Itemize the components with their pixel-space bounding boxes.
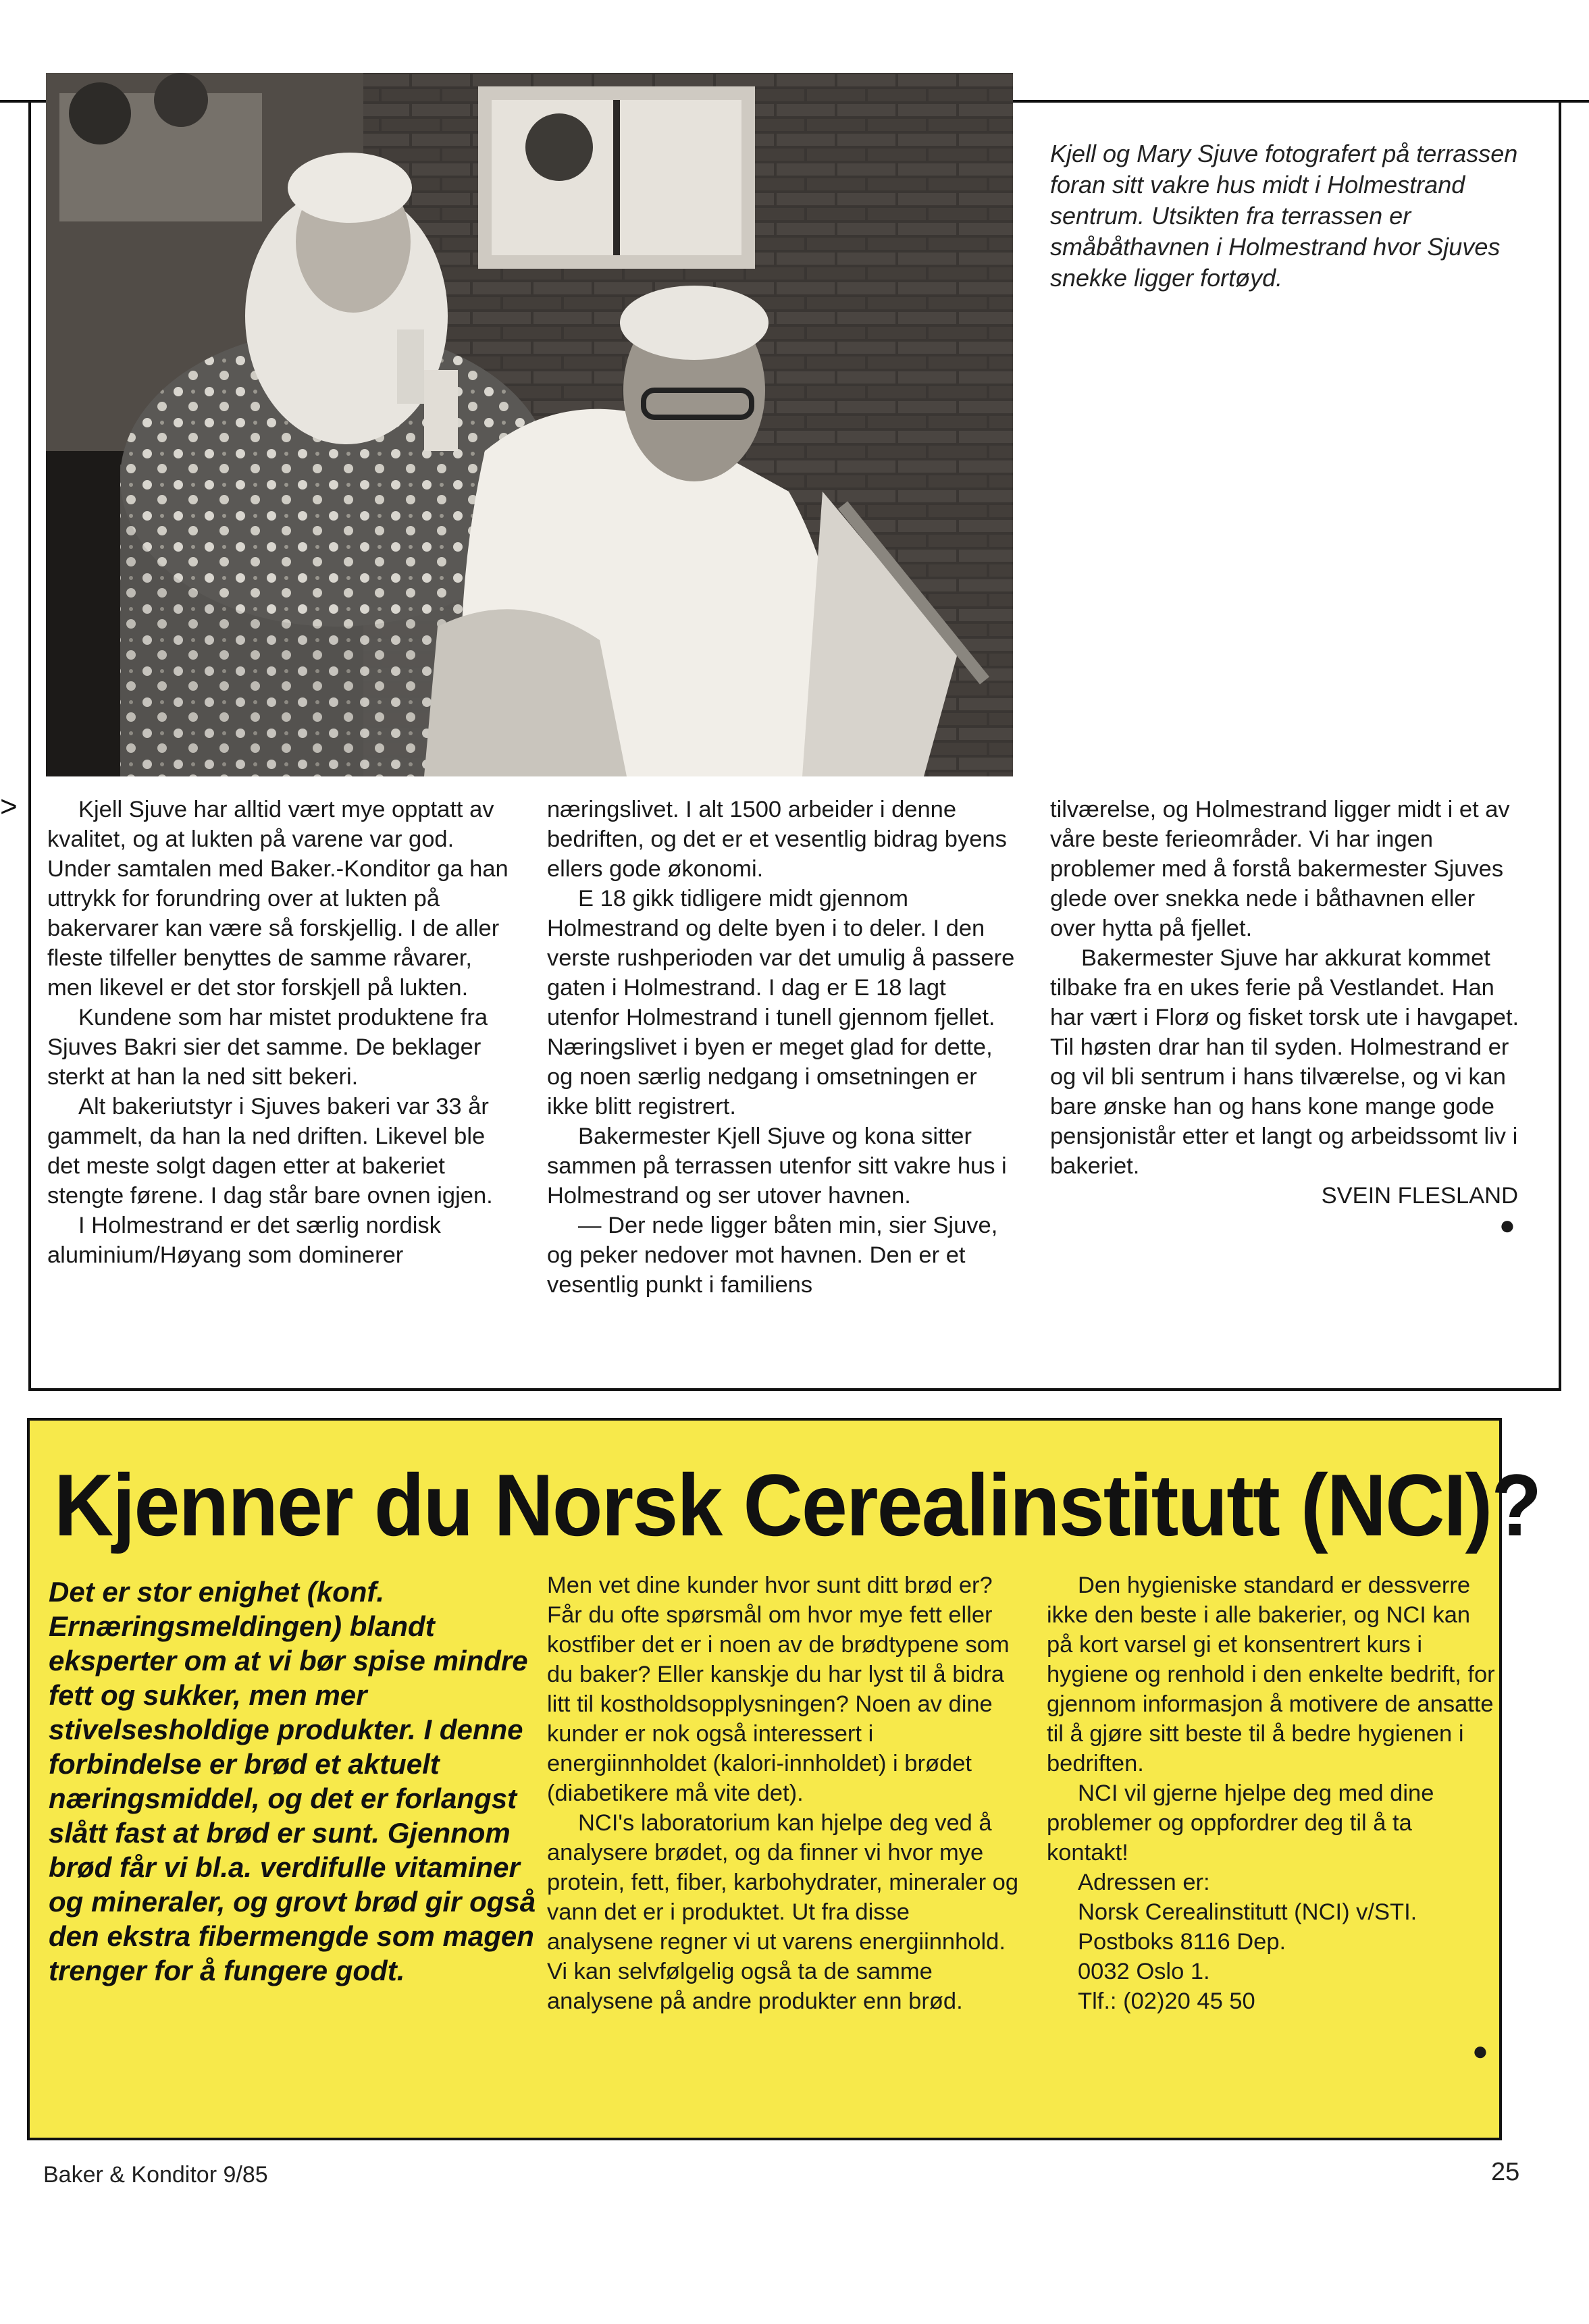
nci-address-line: Tlf.: (02)20 45 50 xyxy=(1078,1988,1255,2014)
article-end-mark: ● xyxy=(1499,1211,1515,1240)
nci-lead-paragraph: Det er stor enighet (konf. Ernæringsmeldingen) blandt eksperter om at vi bør spise mindre fett og sukker, men mer stivelsesholdige produkter. I denne forbindelse er brød et aktuelt næringsmiddel, og det er forlangst slått fast at brød er sunt. Gjennom brød får vi bl.a. verdifulle vitaminer og mineraler, og grovt brød gir også den ekstra fibermengde som magen trenger for å fungere godt. xyxy=(49,1576,536,1986)
article-paragraph: Alt bakeriutstyr i Sjuves bakeri var 33 år gammelt, da han la ned driften. Likevel ble det meste solgt dagen etter at bakeriet stengte førene. I dag står bare ovnen igjen. xyxy=(47,1094,493,1209)
nci-paragraph: NCI's laboratorium kan hjelpe deg ved å analysere brødet, og da finner vi hvor mye protein, fett, fiber, karbohydrater, mineraler og vann det er i produktet. Ut fra disse analysene regner vi ut varens energiinnhold. Vi kan selvfølgelig også ta de samme analysene på andre produkter enn brød. xyxy=(547,1810,1019,2014)
photo-couple-on-terrace xyxy=(46,73,1013,776)
story-frame-bottom xyxy=(28,1388,1561,1391)
nci-end-mark: ● xyxy=(1471,2036,1488,2066)
nci-address-line: Norsk Cerealinstitutt (NCI) v/STI. xyxy=(1078,1899,1417,1925)
nci-column-3 xyxy=(1047,1570,1499,2066)
article-column-1 xyxy=(47,795,520,1270)
article-column-3 xyxy=(1050,795,1526,1240)
footer-publication: Baker & Konditor 9/85 xyxy=(43,2162,268,2188)
nci-advertisement-box xyxy=(27,1418,1541,2140)
nci-paragraph: NCI vil gjerne hjelpe deg med dine problemer og oppfordrer deg til å ta kontakt! xyxy=(1047,1780,1434,1866)
article-paragraph: Bakermester Sjuve har akkurat kommet tilbake fra en ukes ferie på Vestlandet. Han har vært i Florø og fisket torsk ute i havgapet. Til høsten drar han til syden. Holmestrand er og vil bli sentrum i hans tilværelse, og vi kan bare ønske han og hans kone mange gode pensjonistår etter et langt og arbeidssomt liv i bakeriet. xyxy=(1050,945,1519,1179)
article-paragraph: Bakermester Kjell Sjuve og kona sitter sammen på terrassen utenfor sitt vakre hus i Holmestrand og ser utover havnen. xyxy=(547,1124,1007,1209)
story-frame-right xyxy=(1559,100,1561,1391)
nci-address-line: Adressen er: xyxy=(1078,1870,1210,1895)
nci-headline: Kjenner du Norsk Cerealinstitutt (NCI)? xyxy=(54,1456,1541,1554)
article-paragraph: I Holmestrand er det særlig nordisk aluminium/Høyang som dominerer xyxy=(47,1213,441,1268)
article-paragraph: tilværelse, og Holmestrand ligger midt i et av våre beste ferieområder. Vi har ingen problemer med å forstå bakermester Sjuves glede over snekka nede i båthavnen eller over hytta på fjellet. xyxy=(1050,797,1510,941)
continuation-arrow: > xyxy=(0,790,18,823)
article-paragraph: E 18 gikk tidligere midt gjennom Holmestrand og delte byen i to deler. I den verste rushperioden var det umulig å passere gaten i Holmestrand. I dag er E 18 lagt utenfor Holmestrand i tunell gjennom fjellet. Næringslivet i byen er meget glad for dette, og noen særlig nedgang i omsetningen er ikke blitt registrert. xyxy=(547,886,1015,1119)
article-paragraph: — Der nede ligger båten min, sier Sjuve, og peker nedover mot havnen. Den er et vesentlig punkt i familiens xyxy=(547,1213,998,1298)
nci-address-line: Postboks 8116 Dep. xyxy=(1078,1929,1286,1955)
article-paragraph: Kjell Sjuve har alltid vært mye opptatt av kvalitet, og at lukten på varene var god. Under samtalen med Baker.-Konditor ga han uttrykk for forundring over at lukten på bakervarer kan være så forskjellig. I de aller fleste tilfeller benyttes de samme råvarer, men likevel er det stor forskjell på lukten. xyxy=(47,797,509,1001)
nci-address-line: 0032 Oslo 1. xyxy=(1078,1959,1210,1984)
story-frame-left xyxy=(28,100,31,1391)
photo-caption xyxy=(1050,138,1536,294)
nci-column-2 xyxy=(547,1570,1020,2016)
byline: SVEIN FLESLAND xyxy=(1321,1183,1518,1209)
article-column-2 xyxy=(547,795,1023,1300)
caption-text: Kjell og Mary Sjuve fotografert på terrassen foran sitt vakre hus midt i Holmestrand sentrum. Utsikten fra terrassen er småbåthavnen i Holmestrand hvor Sjuves snekke ligger fortøyd. xyxy=(1050,140,1518,292)
page-number: 25 xyxy=(1491,2158,1520,2186)
article-paragraph: Kundene som har mistet produktene fra Sjuves Bakri sier det samme. De beklager sterkt at han la ned sitt bekeri. xyxy=(47,1005,488,1090)
nci-paragraph: Men vet dine kunder hvor sunt ditt brød er? Får du ofte spørsmål om hvor mye fett eller kostfiber det er i noen av de brødtypene som du baker? Eller kanskje du har lyst til å bidra litt til kostholdsopplysningen? Noen av dine kunder er nok også interessert i energiinnholdet (kalori-innholdet) i brødet (diabetikere må vite det). xyxy=(547,1573,1010,1806)
article-paragraph: næringslivet. I alt 1500 arbeider i denne bedriften, og det er et vesentlig bidrag byens ellers gode økonomi. xyxy=(547,797,1007,882)
nci-paragraph: Den hygieniske standard er dessverre ikke den beste i alle bakerier, og NCI kan på kort varsel gi et konsentrert kurs i hygiene og renhold i den enkelte bedrift, for gjennom informasjon å motivere de ansatte til å gjøre sitt beste til å bedre hygienen i bedriften. xyxy=(1047,1573,1495,1776)
